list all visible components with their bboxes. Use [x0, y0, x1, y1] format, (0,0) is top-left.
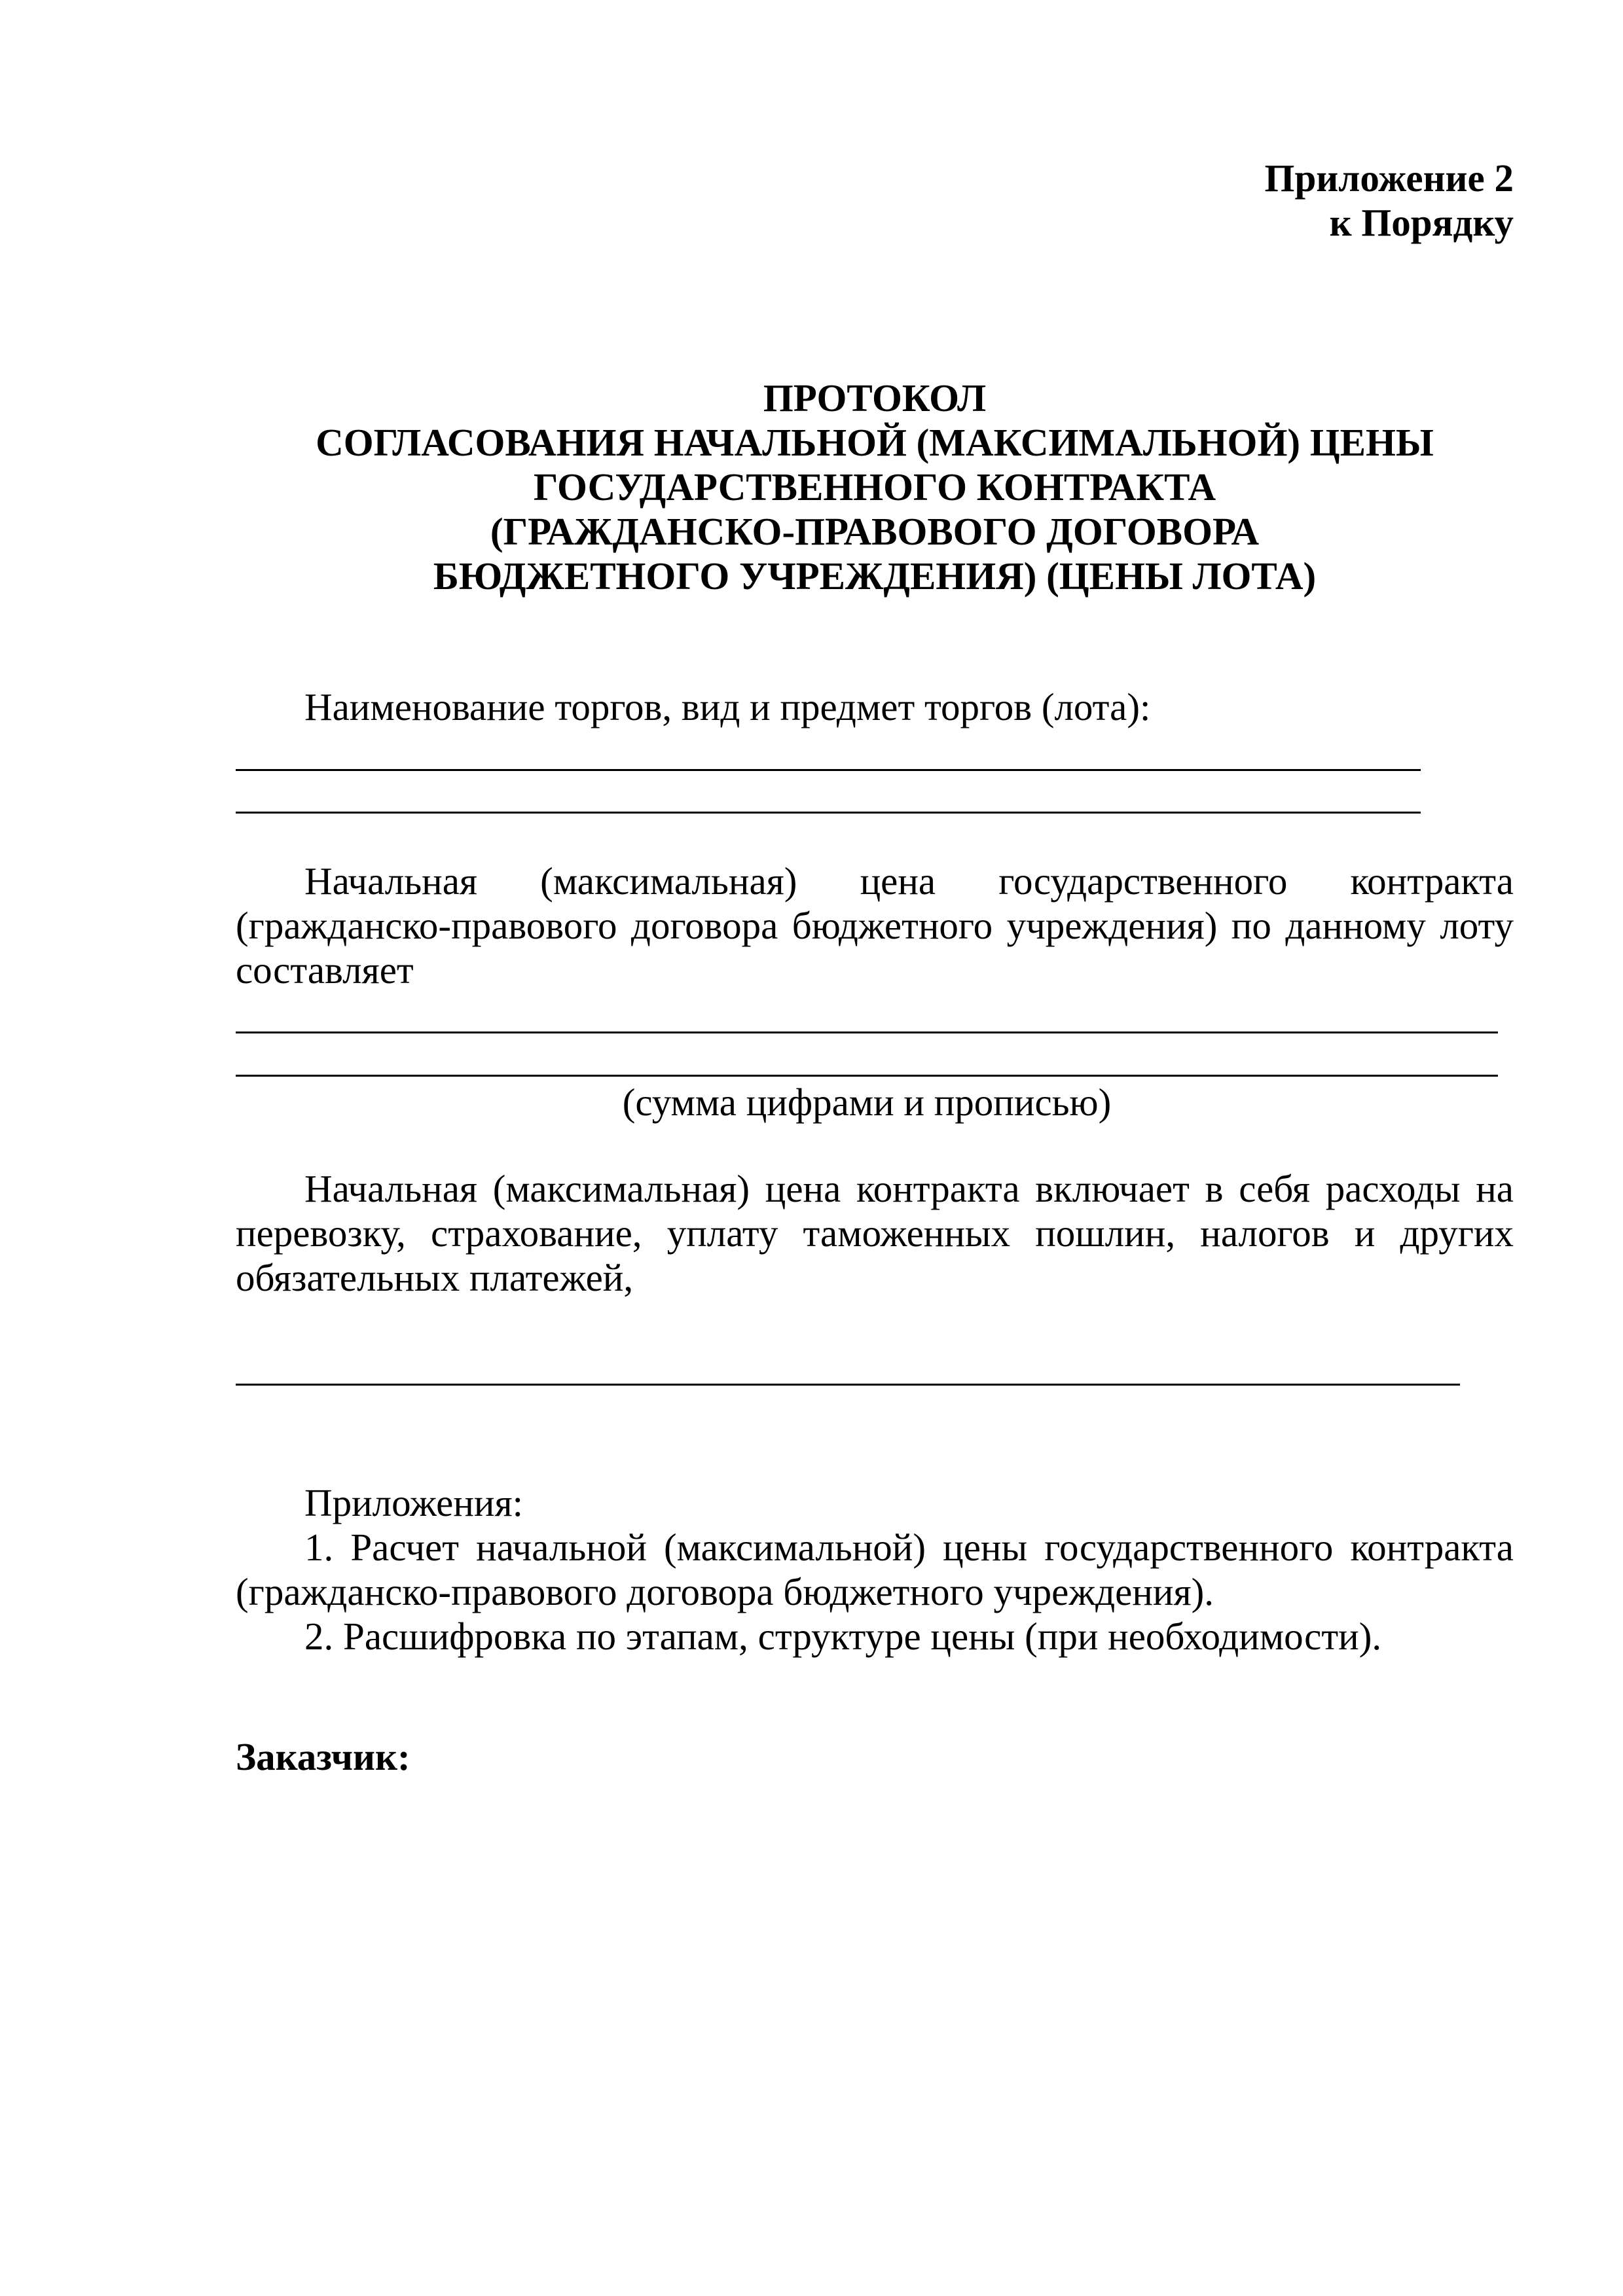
- starting-price-line-3: составляет: [236, 948, 414, 992]
- title-line-1: ПРОТОКОЛ: [763, 376, 987, 420]
- customer-label: [236, 1734, 890, 1779]
- attachment-item-1-line-2: (гражданско-правового договора бюджетного учреждения).: [236, 1570, 1214, 1613]
- starting-price-line-2: (гражданско-правового договора бюджетного учреждения) по данному лоту: [236, 904, 1514, 947]
- price-includes-fill-line: [236, 1384, 1460, 1386]
- appendix-line-2: к Порядку: [1329, 201, 1514, 244]
- attachments-section: [236, 1480, 1514, 1659]
- auction-name-fill-line-1: [236, 769, 1421, 771]
- document-title: [236, 376, 1514, 598]
- auction-name-label-text: Наименование торгов, вид и предмет торгов (лота):: [304, 685, 1151, 728]
- title-line-2: СОГЛАСОВАНИЯ НАЧАЛЬНОЙ (МАКСИМАЛЬНОЙ) ЦЕНЫ: [316, 421, 1434, 464]
- appendix-reference: [982, 156, 1514, 245]
- attachment-item-1-line-1: 1. Расчет начальной (максимальной) цены государственного контракта: [304, 1526, 1514, 1569]
- title-line-4: (ГРАЖДАНСКО-ПРАВОВОГО ДОГОВОРА: [490, 510, 1260, 553]
- starting-price-paragraph: [236, 859, 1514, 992]
- auction-name-fill-line-2: [236, 812, 1421, 814]
- starting-price-fill-line-2: [236, 1075, 1498, 1077]
- attachments-heading: Приложения:: [304, 1481, 524, 1524]
- price-includes-line-3: обязательных платежей,: [236, 1256, 634, 1299]
- price-includes-paragraph: [236, 1166, 1514, 1300]
- starting-price-line-1: Начальная (максимальная) цена государственного контракта: [304, 859, 1514, 903]
- amount-caption: [236, 1080, 1498, 1124]
- appendix-line-1: Приложение 2: [1264, 156, 1514, 200]
- amount-caption-text: (сумма цифрами и прописью): [622, 1081, 1112, 1124]
- price-includes-line-2: перевозку, страхование, уплату таможенных пошлин, налогов и других: [236, 1211, 1514, 1255]
- customer-label-text: Заказчик:: [236, 1735, 410, 1778]
- title-line-5: БЮДЖЕТНОГО УЧРЕЖДЕНИЯ) (ЦЕНЫ ЛОТА): [433, 554, 1317, 598]
- auction-name-label: [304, 685, 1483, 729]
- attachment-item-2: 2. Расшифровка по этапам, структуре цены (при необходимости).: [304, 1615, 1382, 1658]
- starting-price-fill-line-1: [236, 1031, 1498, 1033]
- title-line-3: ГОСУДАРСТВЕННОГО КОНТРАКТА: [533, 465, 1216, 509]
- price-includes-line-1: Начальная (максимальная) цена контракта включает в себя расходы на: [304, 1167, 1514, 1210]
